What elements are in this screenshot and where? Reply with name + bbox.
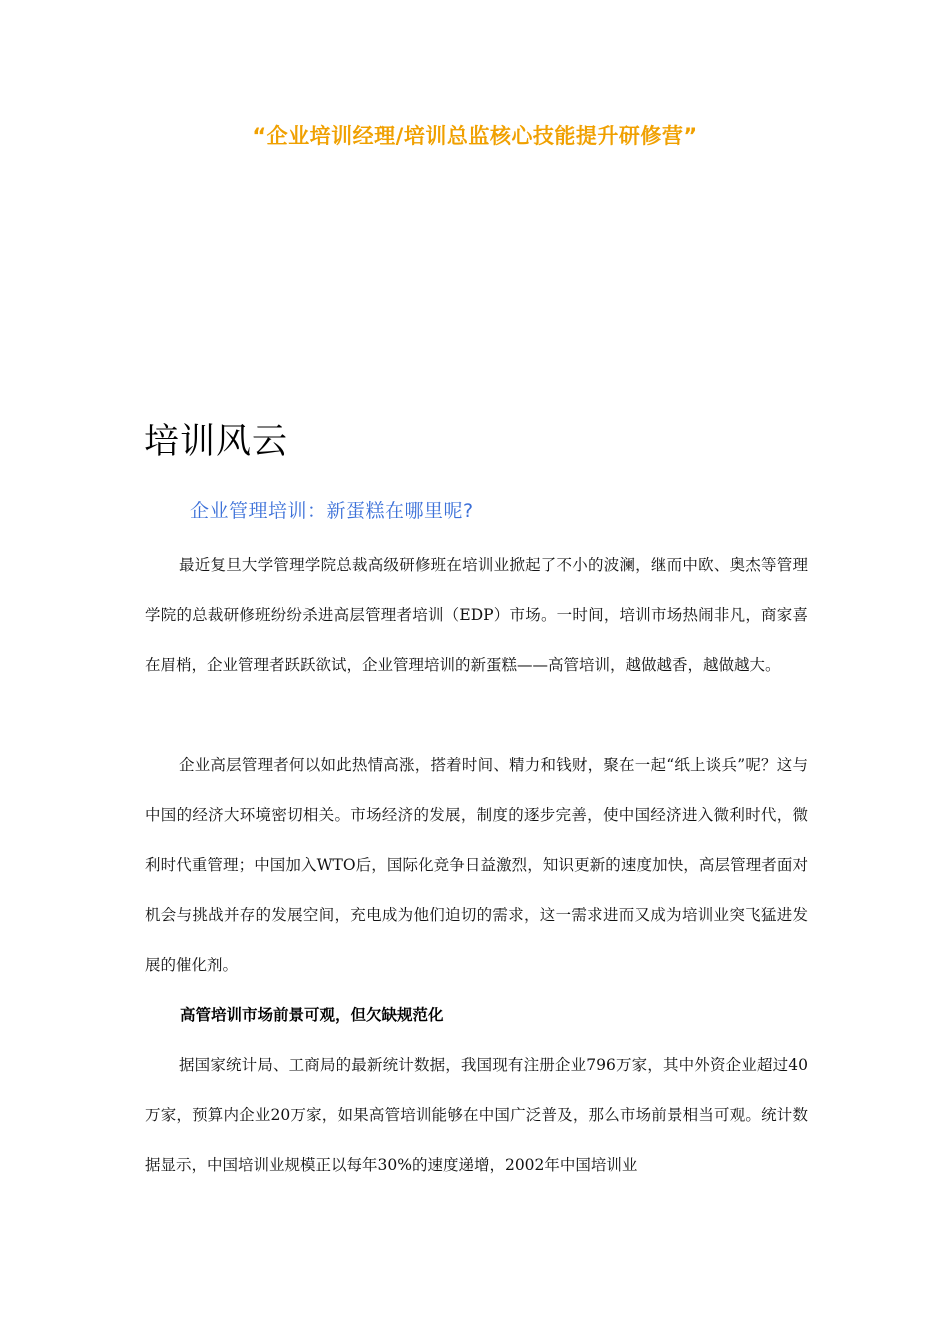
- paragraph-statistics: 据国家统计局、工商局的最新统计数据，我国现有注册企业796万家，其中外资企业超过40万家，预算内企业20万家，如果高管培训能够在中国广泛普及，那么市场前景相当可观。统计数据显示，中国培训业规模正以每年30%的速度递增，2002年中国培训业: [145, 1056, 808, 1174]
- section-title: 培训风云: [144, 422, 289, 462]
- paragraph-intro: 最近复旦大学管理学院总裁高级研修班在培训业掀起了不小的波澜，继而中欧、奥杰等管理学院的总裁研修班纷纷杀进高层管理者培训（EDP）市场。一时间，培训市场热闹非凡，商家喜在眉梢，企业管理者跃跃欲试，企业管理培训的新蛋糕——高管培训，越做越香，越做越大。: [145, 556, 808, 674]
- article-title: 企业管理培训：新蛋糕在哪里呢?: [190, 500, 474, 522]
- subheading: 高管培训市场前景可观，但欠缺规范化: [180, 1006, 444, 1024]
- paragraph-reasons: 企业高层管理者何以如此热情高涨，搭着时间、精力和钱财，聚在一起“纸上谈兵”呢？这与中国的经济大环境密切相关。市场经济的发展，制度的逐步完善，使中国经济进入微利时代，微利时代重管理；中国加入WTO后，国际化竞争日益激烈，知识更新的速度加快，高层管理者面对机会与挑战并存的发展空间，充电成为他们迫切的需求，这一需求进而又成为培训业突飞猛进发展的催化剂。: [145, 756, 808, 974]
- banner-title: “企业培训经理/培训总监核心技能提升研修营”: [252, 124, 698, 148]
